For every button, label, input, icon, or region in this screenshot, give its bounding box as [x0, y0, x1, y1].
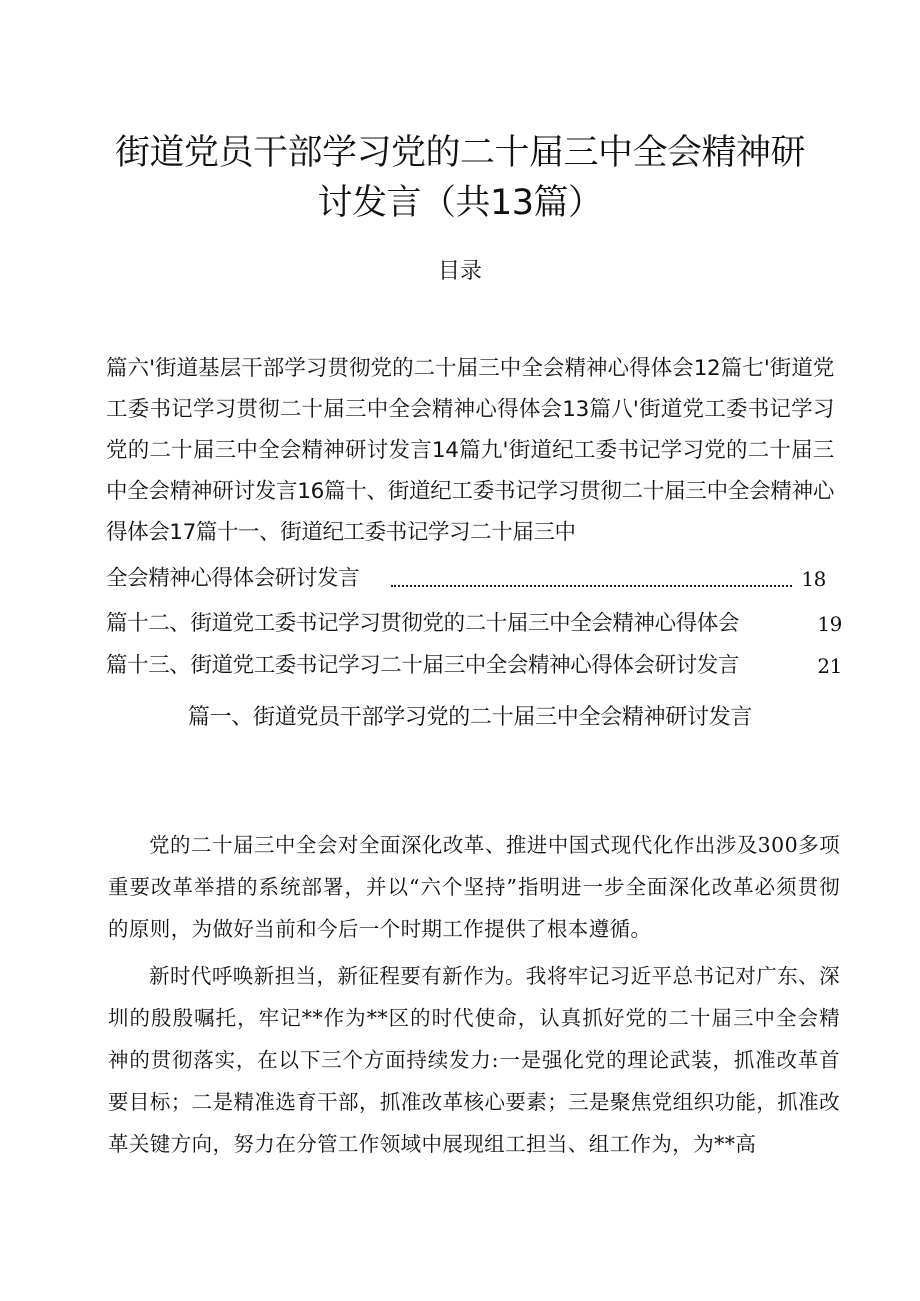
- toc-run-on-entries: 篇六'街道基层干部学习贯彻党的二十届三中全会精神心得体会12篇七'街道党工委书记学习贯彻二十届三中全会精神心得体会13篇八'街道党工委书记学习党的二十届三中全会精神研讨发言14篇九'街道纪工委书记学习党的二十届三中全会精神研讨发言16篇十、街道纪工委书记学习贯彻二十届三中全会精神心得体会17篇十一、街道纪工委书记学习二十届三中: [106, 356, 834, 545]
- toc-entry-label: 篇十二、街道党工委书记学习贯彻党的二十届三中全会精神心得体会: [106, 611, 740, 636]
- body-paragraph: 新时代呼唤新担当，新征程要有新作为。我将牢记习近平总书记对广东、深圳的殷殷嘱托，牢记**作为**区的时代使命，认真抓好党的二十届三中全会精神的贯彻落实，在以下三个方面持续发力:一是强化党的理论武装，抓准改革首要目标；二是精准选育干部，抓准改革核心要素；三是聚焦党组织功能，抓准改革关键方向，努力在分管工作领域中展现组工担当、组工作为，为**高: [108, 964, 840, 1156]
- document-title: 街道党员干部学习党的二十届三中全会精神研讨发言（共13篇）: [114, 133, 805, 223]
- toc-dot-leader: [391, 585, 792, 587]
- toc-entry: [106, 604, 842, 644]
- toc-entry: [106, 646, 842, 686]
- toc-heading: 目录: [437, 259, 482, 284]
- toc-entry-label: 篇十三、街道党工委书记学习二十届三中全会精神心得体会研讨发言: [106, 653, 740, 678]
- toc-entry: [106, 559, 842, 599]
- section-title: 篇一、街道党员干部学习党的二十届三中全会精神研讨发言: [187, 705, 753, 730]
- body-paragraph: 党的二十届三中全会对全面深化改革、推进中国式现代化作出涉及300多项重要改革举措的系统部署，并以“六个坚持”指明进一步全面深化改革必须贯彻的原则，为做好当前和今后一个时期工作提供了根本遵循。: [108, 833, 840, 941]
- toc-entry-label: 全会精神心得体会研讨发言: [106, 566, 363, 591]
- toc-entry-page: 19: [817, 612, 842, 636]
- toc-entry-page: 18: [801, 567, 826, 591]
- toc-entry-page: 21: [817, 654, 842, 678]
